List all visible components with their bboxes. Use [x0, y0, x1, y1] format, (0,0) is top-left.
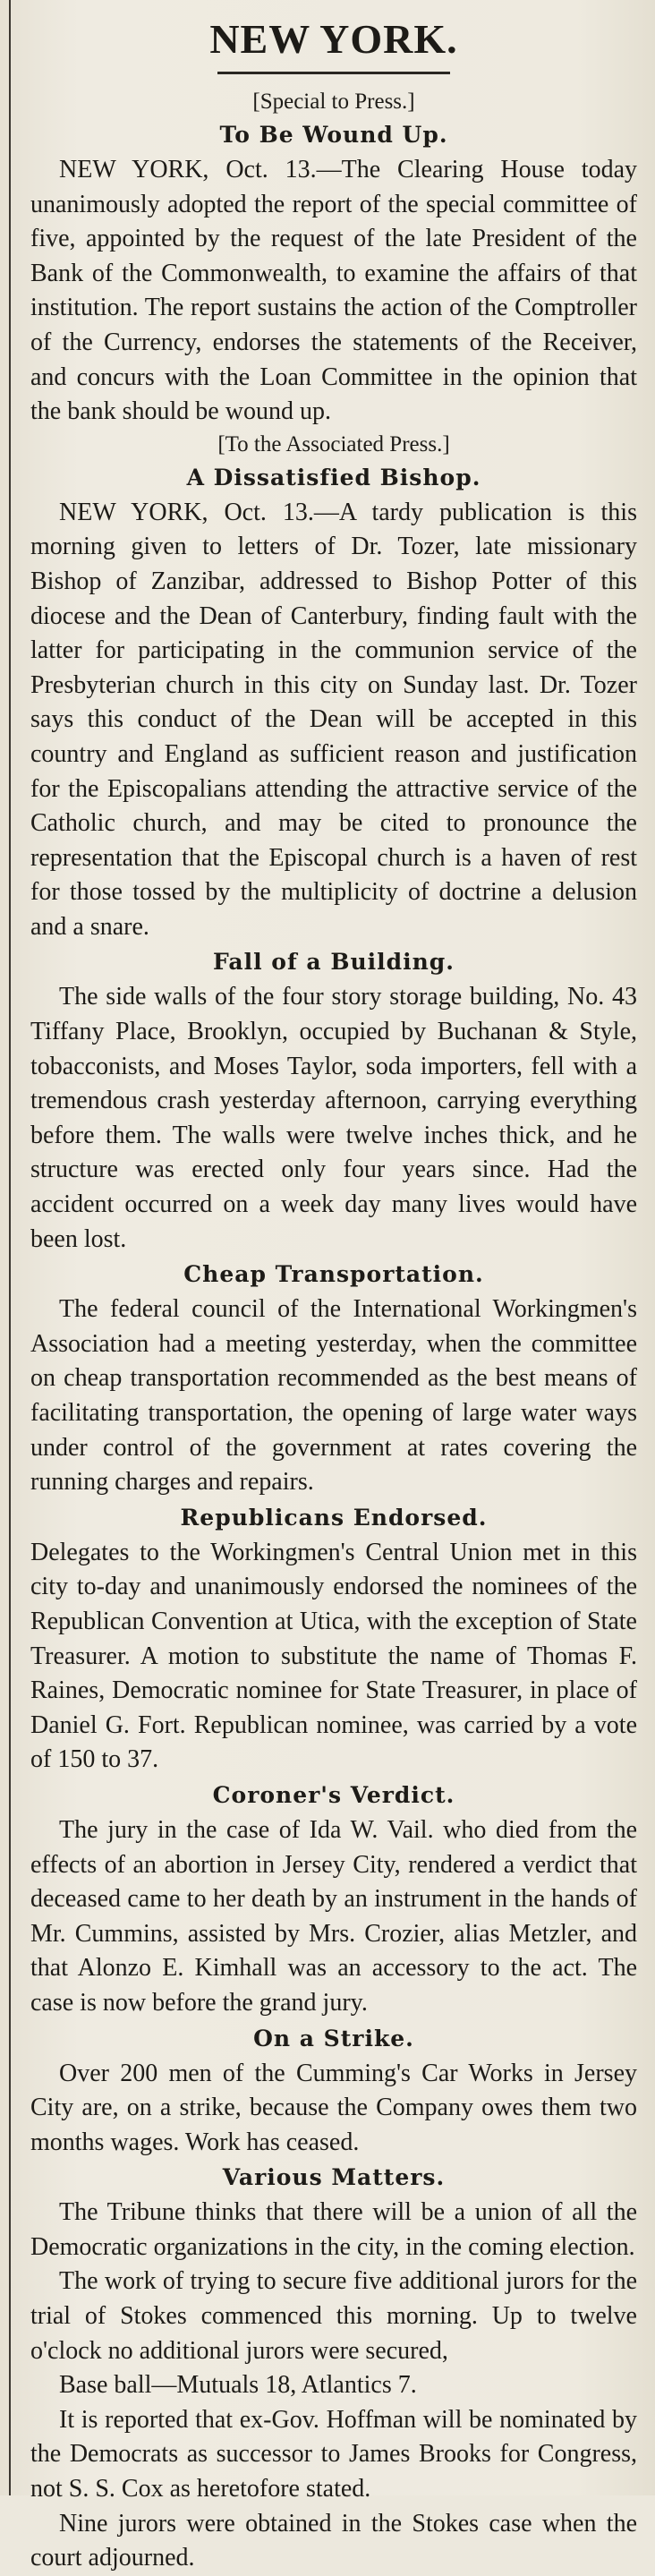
column-rule: [9, 0, 11, 2495]
article-wound-up: [30, 87, 637, 430]
article-headline: Various Matters.: [222, 2164, 446, 2191]
article-headline: Cheap Transportation.: [183, 1261, 484, 1288]
article-paragraph: The work of trying to secure five additional jurors for the trial of Stokes commenced this morning. Up to twelve o'clock no additional jurors were secured,: [30, 2267, 637, 2365]
masthead-rule: [217, 72, 450, 74]
article-paragraph: NEW YORK, Oct. 13.—A tardy publication is this morning given to letters of Dr. Tozer, late missionary Bishop of Zanzibar, addressed to Bishop Potter of this diocese and the Dean of Canterbury, finding fault with the latter for participating in the communion service of the Presbyterian church in this city on Sunday last. Dr. Tozer says this conduct of the Dean will be accepted in this country and England as sufficient reason and justification for the Episcopalians attending the attractive service of the Catholic church, and may be cited to pronounce the representation that the Episcopal church is a haven of rest for those tossed by the multiplicity of doctrine a delusion and a snare.: [30, 498, 637, 941]
article-paragraph: The jury in the case of Ida W. Vail. who died from the effects of an abortion in Jersey City, rendered a verdict that deceased came to her death by an instrument in the hands of Mr. Cummins, assisted by Mrs. Crozier, alias Metzler, and that Alonzo E. Kimhall was an accessory to the act. The case is now before the grand jury.: [30, 1815, 637, 2017]
article-paragraph: The federal council of the International Workingmen's Association had a meeting yesterday, when the committee on cheap transportation recommended as the best means of facilitating transportation, the opening of large water ways under control of the government at rates covering the running charges and repairs.: [30, 1295, 637, 1497]
article-headline: To Be Wound Up.: [219, 122, 448, 148]
article-republicans-endorsed: [30, 1502, 637, 1778]
article-cheap-transportation: [30, 1258, 637, 1500]
article-paragraph: Over 200 men of the Cumming's Car Works in Jersey City are, on a strike, because the Company owes them two months wages. Work has ceased.: [30, 2059, 637, 2156]
article-headline: Fall of a Building.: [213, 949, 455, 976]
article-headline: On a Strike.: [253, 2025, 414, 2051]
article-headline: Republicans Endorsed.: [180, 1504, 488, 1531]
article-paragraph: Delegates to the Workingmen's Central Union met in this city to-day and unanimously endorsed the nominees of the Republican Convention at Utica, with the exception of State Treasurer. A motion to substitute the name of Thomas F. Raines, Democratic nominee for State Treasurer, in place of Daniel G. Fort. Republican nominee, was carried by a vote of 150 to 37.: [30, 1538, 637, 1774]
article-paragraph: NEW YORK, Oct. 13.—The Clearing House today unanimously adopted the report of the special committee of five, appointed by the request of the late President of the Bank of the Commonwealth, to examine the affairs of that institution. The report sustains the action of the Comptroller of the Currency, endorses the statements of the Receiver, and concurs with the Loan Committee in the opinion that the bank should be wound up.: [30, 156, 637, 426]
article-paragraph: Base ball—Mutuals 18, Atlantics 7.: [59, 2371, 417, 2400]
article-paragraph: The side walls of the four story storage building, No. 43 Tiffany Place, Brooklyn, occupied by Buchanan & Style, tobacconists, and Moses Taylor, soda importers, fell with a tremendous crash yesterday afternoon, carrying everything before them. The walls were twelve inches thick, and he structure was erected only four years since. Had the accident occurred on a week day many lives would have been lost.: [30, 983, 637, 1253]
article-dissatisfied-bishop: [30, 430, 637, 945]
article-paragraph: It is reported that ex-Gov. Hoffman will be nominated by the Democrats as successor to James Brooks for Congress, not S. S. Cox as heretofore stated.: [30, 2405, 637, 2503]
article-various-matters: [30, 2162, 637, 2576]
section-masthead: NEW YORK.: [209, 16, 458, 62]
article-coroners-verdict: [30, 1779, 637, 2021]
article-paragraph: Nine jurors were obtained in the Stokes case when the court adjourned.: [30, 2509, 637, 2572]
article-headline: A Dissatisfied Bishop.: [186, 464, 481, 490]
article-paragraph: The Tribune thinks that there will be a union of all the Democratic organizations in the city, in the coming election.: [30, 2198, 637, 2261]
article-fall-of-building: [30, 946, 637, 1257]
article-credit: [To the Associated Press.]: [217, 431, 450, 456]
article-headline: Coroner's Verdict.: [212, 1781, 455, 1808]
article-on-a-strike: [30, 2023, 637, 2161]
article-credit: [Special to Press.]: [252, 90, 415, 114]
